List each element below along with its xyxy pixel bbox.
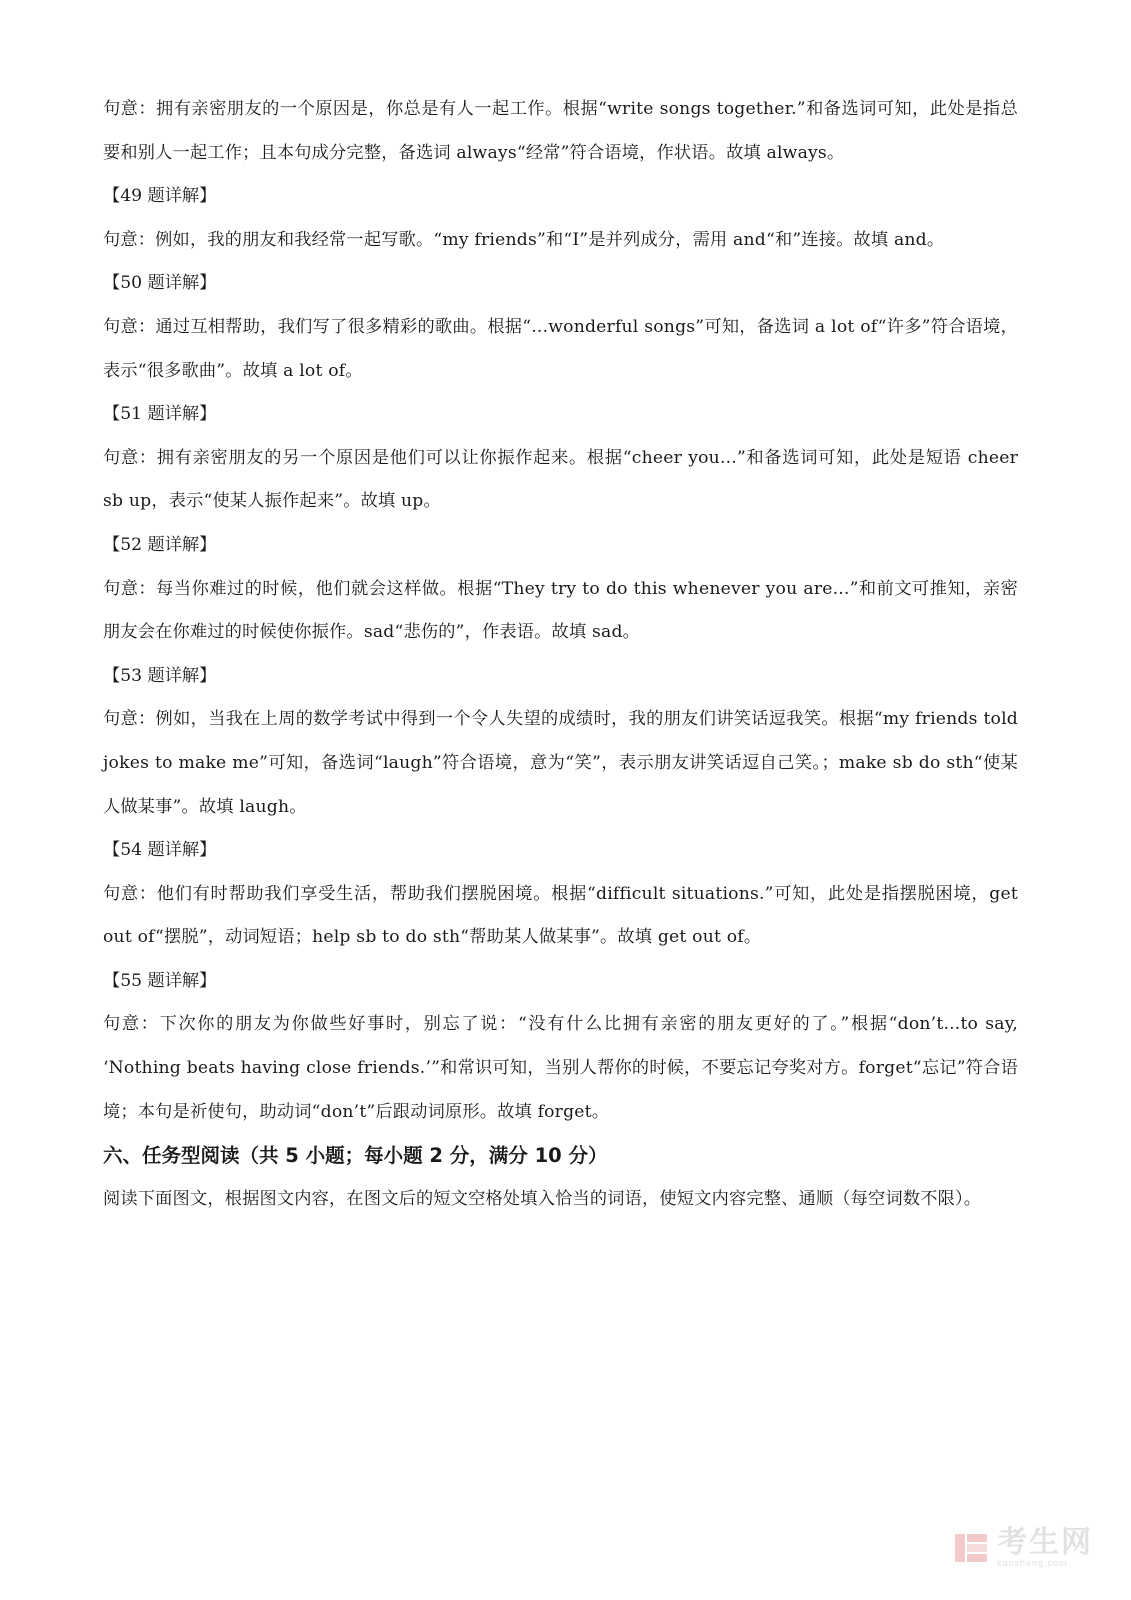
explanation-51: 句意：拥有亲密朋友的另一个原因是他们可以让你振作起来。根据“cheer you...”和备选词可知，此处是短语 cheer sb up，表示“使某人振作起来”。故填 up。: [103, 447, 1018, 512]
watermark-logo: [953, 1525, 1093, 1568]
heading-54: 【54 题详解】: [103, 840, 217, 861]
heading-49: 【49 题详解】: [103, 186, 217, 207]
heading-52: 【52 题详解】: [103, 534, 217, 555]
heading-50: 【50 题详解】: [103, 273, 217, 294]
watermark-text: [997, 1525, 1093, 1568]
explanation-54: 句意：他们有时帮助我们享受生活，帮助我们摆脱困境。根据“difficult situations.”可知，此处是指摆脱困境，get out of“摆脱”，动词短语；help sb to do sth“帮助某人做某事”。故填 get out of。: [103, 883, 1018, 948]
watermark-text-cn: 考生网: [997, 1525, 1093, 1560]
explanation-48: 句意：拥有亲密朋友的一个原因是，你总是有人一起工作。根据“write songs together.”和备选词可知，此处是指总要和别人一起工作；且本句成分完整，备选词 always“经常”符合语境，作状语。故填 always。: [103, 99, 1018, 163]
heading-55: 【55 题详解】: [103, 970, 217, 991]
heading-53: 【53 题详解】: [103, 665, 217, 686]
explanation-55: 句意：下次你的朋友为你做些好事时，别忘了说：“没有什么比拥有亲密的朋友更好的了。”根据“don’t...to say, ‘Nothing beats having close friends.’”和常识可知，当别人帮你的时候，不要忘记夸奖对方。forget“忘记”符合语境；本句是祈使句，助动词“don’t”后跟动词原形。故填 forget。: [103, 1014, 1018, 1122]
section-6-instructions: 阅读下面图文，根据图文内容，在图文后的短文空格处填入恰当的词语，使短文内容完整、通顺（每空词数不限）。: [103, 1188, 982, 1209]
explanation-50: 句意：通过互相帮助，我们写了很多精彩的歌曲。根据“...wonderful songs”可知，备选词 a lot of“许多”符合语境，表示“很多歌曲”。故填 a lot of。: [103, 316, 1018, 381]
document-body: [103, 88, 1018, 1221]
explanation-52: 句意：每当你难过的时候，他们就会这样做。根据“They try to do this whenever you are...”和前文可推知，亲密朋友会在你难过的时候使你振作。sad“悲伤的”，作表语。故填 sad。: [103, 578, 1018, 643]
watermark-text-en: kaosheng.com: [997, 1558, 1068, 1568]
heading-51: 【51 题详解】: [103, 404, 217, 425]
explanation-49: 句意：例如，我的朋友和我经常一起写歌。“my friends”和“I”是并列成分，需用 and“和”连接。故填 and。: [103, 229, 945, 250]
explanation-53: 句意：例如，当我在上周的数学考试中得到一个令人失望的成绩时，我的朋友们讲笑话逗我笑。根据“my friends told jokes to make me”可知，备选词“laugh”符合语境，意为“笑”，表示朋友讲笑话逗自己笑。；make sb do sth“使某人做某事”。故填 laugh。: [103, 709, 1018, 817]
kaosheng-logo-icon: [953, 1530, 989, 1566]
section-6-title: 六、任务型阅读（共 5 小题；每小题 2 分，满分 10 分）: [103, 1144, 608, 1168]
